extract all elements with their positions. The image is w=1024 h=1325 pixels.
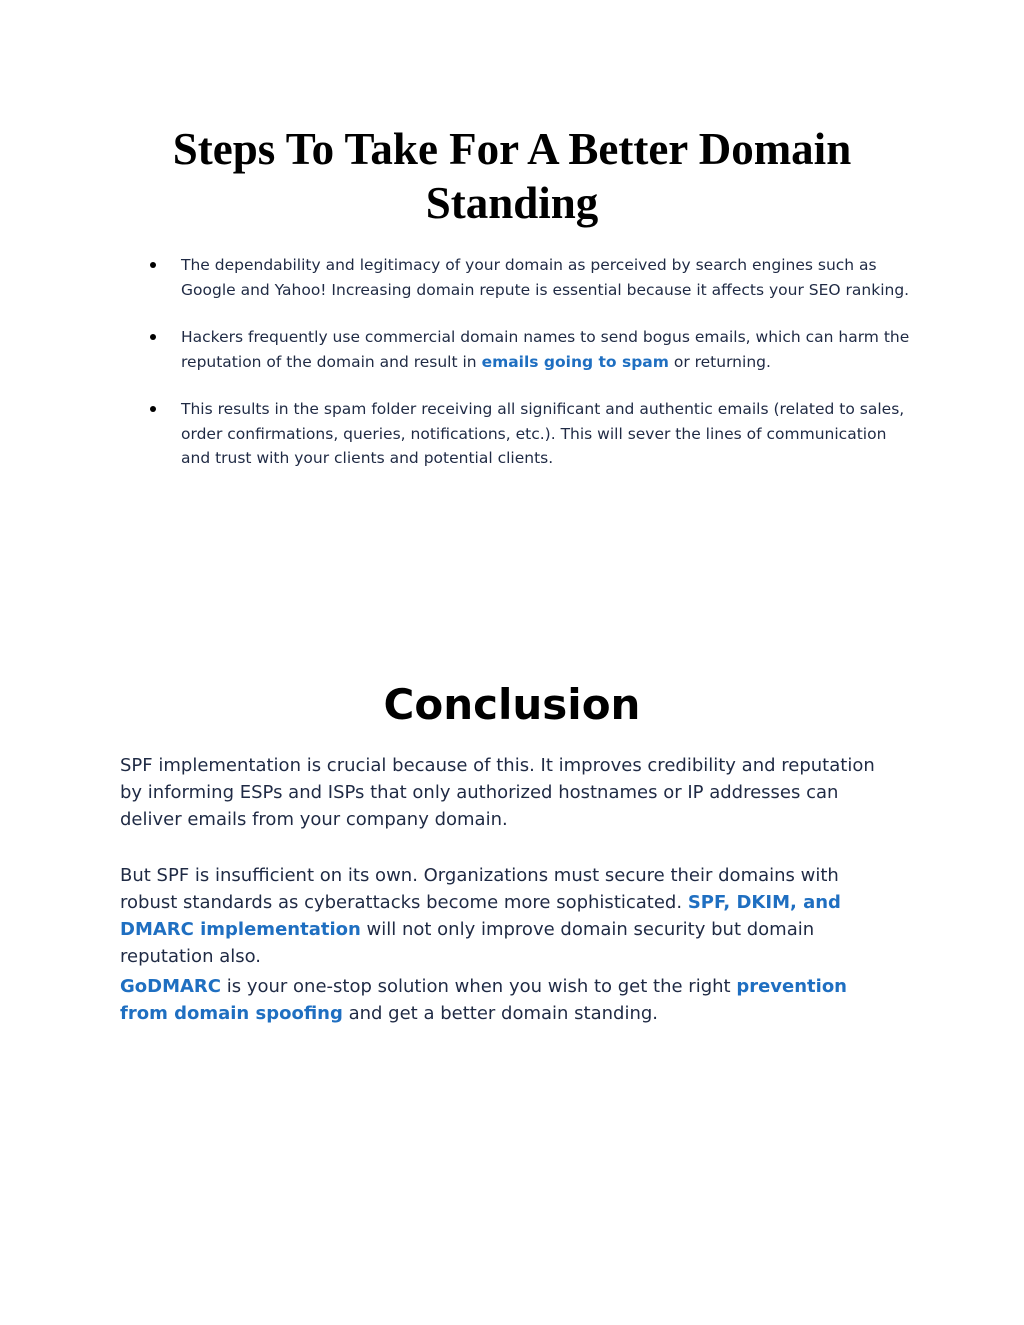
paragraph-text: But SPF is insufficient on its own. Organizations must secure their domains with robust standards as cyberattacks become more sophisticated.: [120, 865, 839, 913]
paragraph: [120, 862, 900, 970]
bullet-list: [120, 253, 910, 494]
list-item: [120, 253, 910, 302]
paragraph-text: will not only improve domain security but domain reputation also.: [120, 919, 815, 967]
paragraph-text: and get a better domain standing.: [342, 1003, 659, 1024]
emails-going-to-spam-link[interactable]: emails going to spam: [481, 352, 669, 371]
paragraph: [120, 752, 900, 833]
spf-dkim-dmarc-link[interactable]: SPF, DKIM, and DMARC implementation: [120, 892, 841, 940]
bullet-text: This results in the spam folder receiving all significant and authentic emails (related to sales, order confirmations, queries, notifications, etc.). This will sever the lines of communication and trust with your clients and potential clients.: [181, 400, 905, 467]
bullet-icon: [150, 334, 156, 340]
bullet-icon: [150, 262, 156, 268]
conclusion-heading: Conclusion: [383, 680, 641, 729]
bullet-icon: [150, 406, 156, 412]
prevention-domain-spoofing-link[interactable]: prevention from domain spoofing: [120, 976, 847, 1024]
bullet-text: Hackers frequently use commercial domain names to send bogus emails, which can harm the reputation of the domain and result in: [181, 328, 910, 371]
page-title: Steps To Take For A Better Domain Standing: [172, 124, 852, 228]
paragraph-text: is your one-stop solution when you wish to get the right: [221, 976, 737, 997]
paragraph-text: SPF implementation is crucial because of this. It improves credibility and reputation by informing ESPs and ISPs that only authorized hostnames or IP addresses can deliver emails from your company domain.: [120, 755, 875, 830]
bullet-text: The dependability and legitimacy of your domain as perceived by search engines such as Google and Yahoo! Increasing domain repute is essential because it affects your SEO ranking.: [181, 256, 910, 299]
list-item: [120, 325, 910, 374]
godmarc-link[interactable]: GoDMARC: [120, 976, 221, 997]
list-item: [120, 397, 910, 471]
bullet-text: or returning.: [668, 352, 771, 371]
paragraph: [120, 973, 900, 1027]
